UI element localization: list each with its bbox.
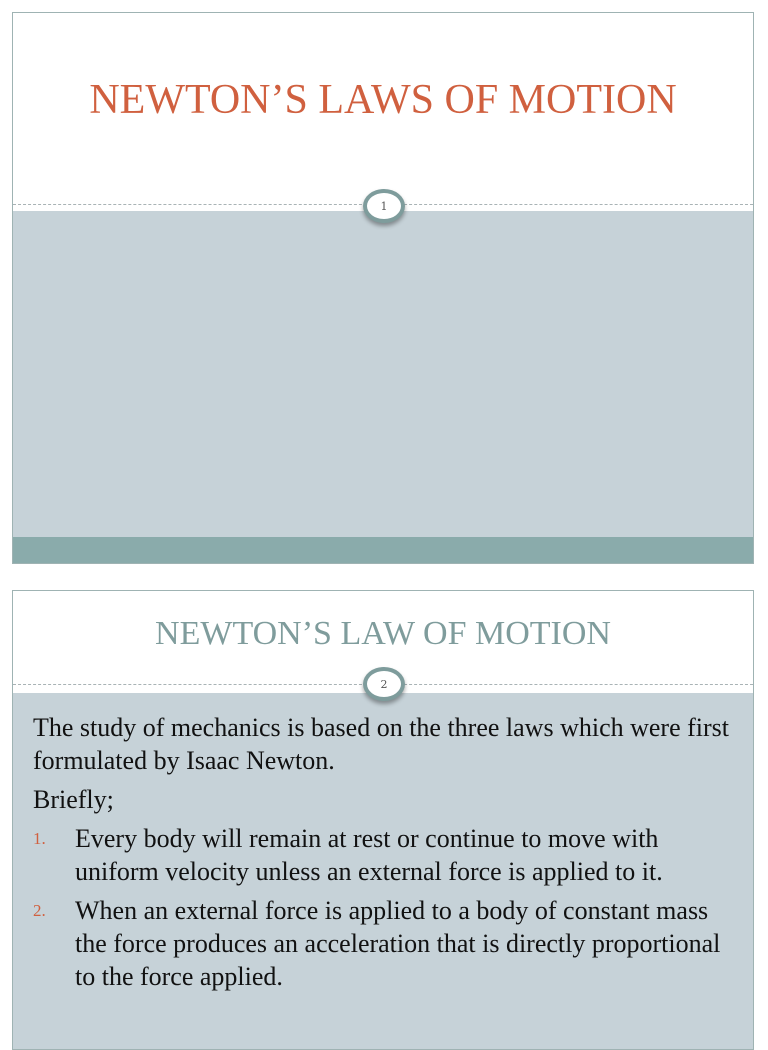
list-number: 2. bbox=[33, 901, 46, 920]
slide-body bbox=[13, 211, 753, 537]
list-number: 1. bbox=[33, 829, 46, 848]
paragraph: The study of mechanics is based on the three laws which were first formulated by Isaac Newton. bbox=[33, 713, 730, 775]
list-text: When an external force is applied to a body of constant mass the force produces an acceleration that is directly proportional to the force applied. bbox=[75, 896, 721, 991]
list-item bbox=[33, 894, 733, 993]
slide-title: NEWTON’S LAW OF MOTION bbox=[155, 615, 611, 652]
slide-content bbox=[33, 711, 733, 999]
list-text: Every body will remain at rest or continue to move with uniform velocity unless an external force is applied to it. bbox=[75, 824, 663, 886]
slide-2 bbox=[12, 590, 754, 1050]
slide-title: NEWTON’S LAWS OF MOTION bbox=[89, 77, 677, 123]
list-item bbox=[33, 822, 733, 888]
slide-number-badge: 1 bbox=[363, 189, 405, 223]
paragraph: Briefly; bbox=[33, 785, 114, 814]
slide-header bbox=[13, 13, 753, 205]
slide-1 bbox=[12, 12, 754, 564]
slide-footer-bar bbox=[13, 537, 753, 563]
slide-number-badge: 2 bbox=[363, 667, 405, 701]
